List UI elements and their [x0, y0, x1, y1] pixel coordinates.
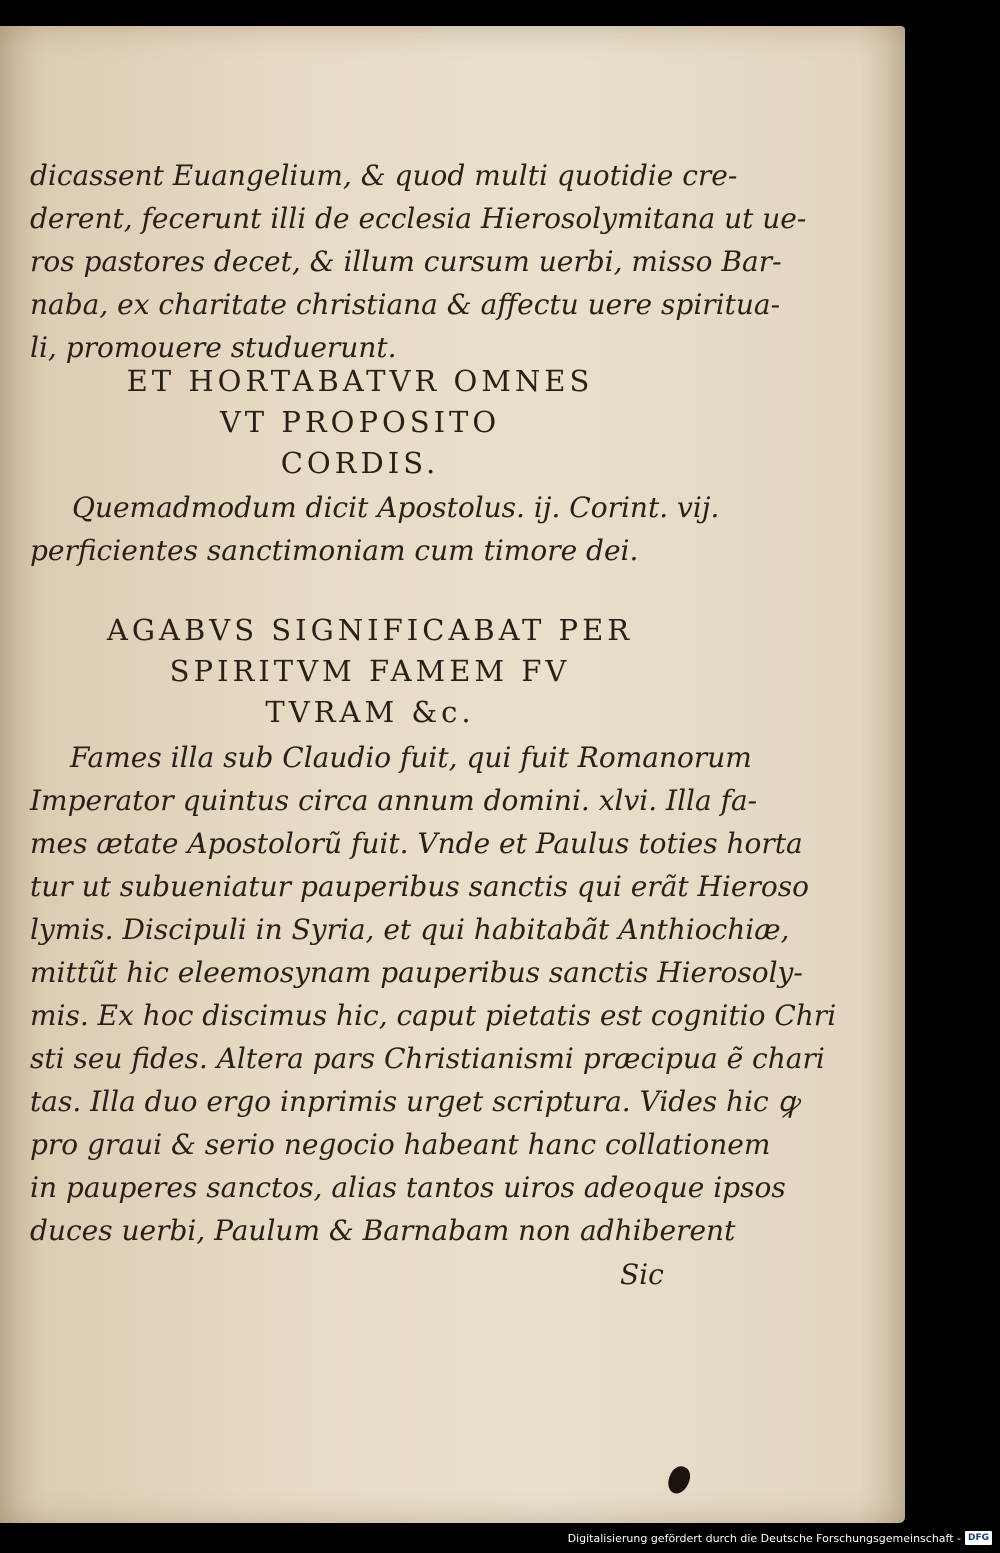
- catchword: Sic: [620, 1258, 664, 1291]
- text-line: mis. Ex hoc discimus hic, caput pietatis est cognitio Chri: [30, 999, 837, 1032]
- text-line: Imperator quintus circa annum domini. xlvi. Illa fa-: [30, 784, 758, 817]
- paragraph-1: [30, 154, 807, 369]
- text-line: perficientes sanctimoniam cum timore dei.: [30, 534, 639, 567]
- text-line: lymis. Discipuli in Syria, et qui habitabãt Anthiochiæ,: [30, 913, 790, 946]
- text-line: duces uerbi, Paulum & Barnabam non adhiberent: [30, 1214, 736, 1247]
- text-line: naba, ex charitate christiana & affectu uere spiritua-: [30, 288, 781, 321]
- text-line: sti seu fides. Altera pars Christianismi præcipua ẽ chari: [30, 1042, 825, 1075]
- heading-line: VT PROPOSITO: [219, 405, 501, 439]
- text-line: in pauperes sanctos, alias tantos uiros adeoque ipsos: [30, 1171, 786, 1204]
- footer-credit-text: Digitalisierung gefördert durch die Deutsche Forschungsgemeinschaft -: [567, 1531, 961, 1545]
- dfg-logo: DFG: [965, 1531, 992, 1545]
- section-heading-1: [80, 361, 640, 484]
- book-page: [0, 26, 905, 1523]
- digitization-footer: [568, 1529, 992, 1547]
- heading-line: SPIRITVM FAMEM FV: [169, 654, 571, 688]
- heading-line: CORDIS.: [280, 446, 440, 480]
- text-line: li, promouere studuerunt.: [30, 331, 397, 364]
- paragraph-3: [30, 736, 837, 1252]
- text-line: tas. Illa duo ergo inprimis urget scriptura. Vides hic ꝙ: [30, 1085, 799, 1118]
- heading-line: TVRAM &c.: [265, 695, 475, 729]
- text-line: mittũt hic eleemosynam pauperibus sanctis Hierosoly-: [30, 956, 803, 989]
- text-line: Fames illa sub Claudio fuit, qui fuit Romanorum: [70, 741, 752, 774]
- text-line: dicassent Euangelium, & quod multi quotidie cre-: [30, 159, 738, 192]
- section-heading-2: [80, 610, 660, 733]
- text-line: ros pastores decet, & illum cursum uerbi, misso Bar-: [30, 245, 782, 278]
- heading-line: ET HORTABATVR OMNES: [126, 364, 594, 398]
- text-line: Quemadmodum dicit Apostolus. ij. Corint. vij.: [72, 491, 720, 524]
- text-line: mes ætate Apostolorũ fuit. Vnde et Paulus toties horta: [30, 827, 803, 860]
- ink-blot: [665, 1463, 693, 1496]
- text-line: derent, fecerunt illi de ecclesia Hierosolymitana ut ue-: [30, 202, 807, 235]
- text-line: pro graui & serio negocio habeant hanc collationem: [30, 1128, 771, 1161]
- heading-line: AGABVS SIGNIFICABAT PER: [106, 613, 634, 647]
- text-line: tur ut subueniatur pauperibus sanctis qui erãt Hieroso: [30, 870, 809, 903]
- paragraph-2: [30, 486, 720, 572]
